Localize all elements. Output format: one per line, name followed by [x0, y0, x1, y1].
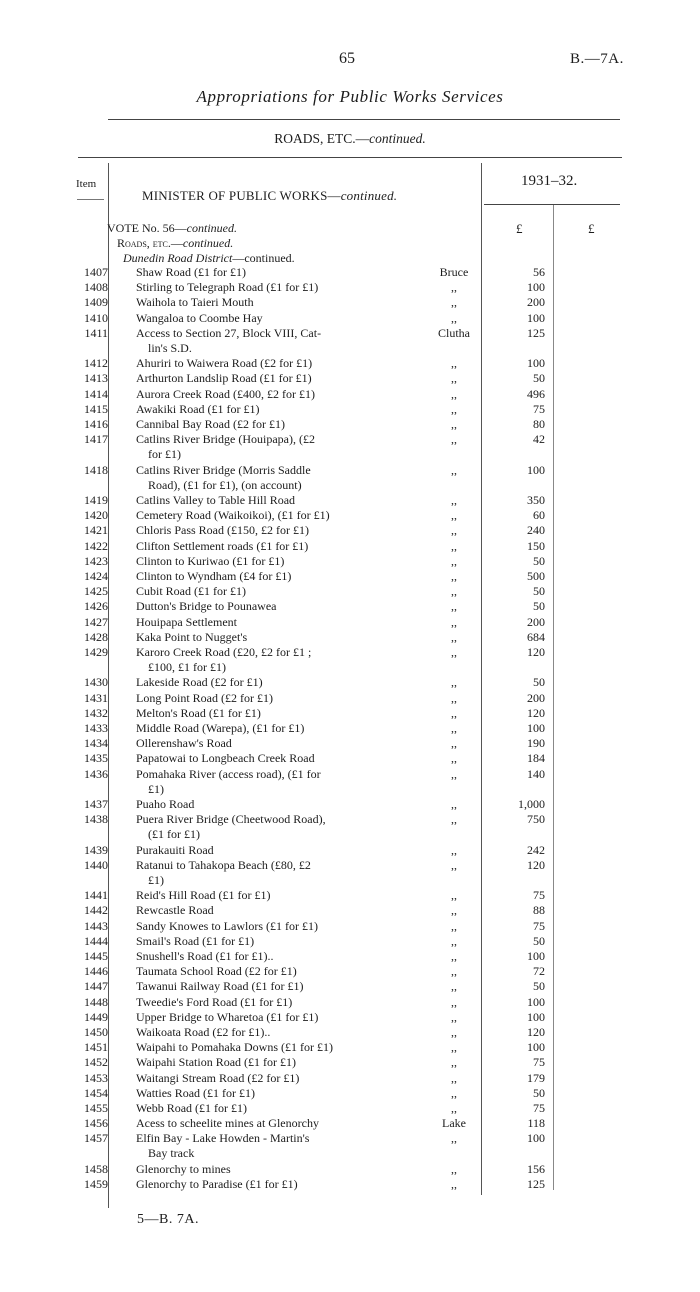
- amount-value: 496: [527, 386, 545, 401]
- amount-value: 42: [533, 432, 545, 447]
- district-name: ,,: [451, 614, 457, 629]
- description-line: Glenorchy to mines: [136, 1161, 231, 1176]
- item-description: [136, 858, 380, 888]
- amount-value: 100: [527, 310, 545, 325]
- item-number: 1456: [84, 1116, 108, 1131]
- amount-value: 120: [527, 857, 545, 872]
- amount-value: 100: [527, 994, 545, 1009]
- description-line: Shaw Road (£1 for £1): [136, 265, 246, 279]
- description-line: Smail's Road (£1 for £1): [136, 933, 255, 948]
- item-description: [136, 539, 380, 554]
- item-description: [136, 1010, 380, 1025]
- district-name: Clutha: [438, 325, 470, 340]
- district-roman: —continued.: [232, 251, 295, 265]
- description-line: Purakauiti Road: [136, 842, 214, 857]
- item-description: [136, 1131, 380, 1161]
- amount-value: 100: [527, 1009, 545, 1024]
- district-name: ,,: [451, 675, 457, 690]
- district-name: ,,: [451, 751, 457, 766]
- description-line: for £1): [148, 447, 181, 462]
- district-name: ,,: [451, 842, 457, 857]
- amount-value: 120: [527, 1025, 545, 1039]
- amount-value: 120: [527, 705, 545, 720]
- item-number: 1438: [84, 812, 108, 827]
- amount-value: 179: [527, 1070, 545, 1085]
- description-line: Ollerenshaw's Road: [136, 736, 232, 751]
- item-description: [136, 295, 380, 310]
- description-line: Cubit Road (£1 for £1): [136, 584, 246, 599]
- amount-value: 100: [527, 1131, 545, 1146]
- description-line: Taumata School Road (£2 for £1): [136, 964, 297, 979]
- amount-value: 100: [527, 462, 545, 477]
- item-description: [136, 371, 380, 386]
- description-line: Clinton to Kuriwao (£1 for £1): [136, 553, 285, 568]
- roads-roman: Roads, etc.—: [117, 236, 183, 250]
- item-description: [136, 508, 380, 523]
- amount-value: 200: [527, 690, 545, 705]
- item-number: 1458: [84, 1161, 108, 1176]
- district-name: ,,: [451, 1070, 457, 1085]
- description-line: Acess to scheelite mines at Glenorchy: [136, 1116, 319, 1131]
- item-description: [136, 311, 380, 326]
- item-number: 1408: [84, 280, 108, 295]
- description-line: Waihola to Taieri Mouth: [136, 295, 254, 310]
- item-number: 1440: [84, 857, 108, 872]
- amount-value: 100: [527, 1040, 545, 1055]
- amount-value: 50: [533, 553, 545, 568]
- subtitle-italic: continued.: [369, 131, 426, 146]
- description-line: (£1 for £1): [148, 827, 200, 842]
- item-number: 1441: [84, 888, 108, 903]
- district-name: ,,: [451, 508, 457, 523]
- district-name: ,,: [451, 797, 457, 811]
- amount-value: 80: [533, 417, 545, 431]
- district-name: ,,: [451, 1055, 457, 1070]
- item-number: 1457: [84, 1131, 108, 1146]
- item-description: [136, 767, 380, 797]
- amount-value: 100: [527, 356, 545, 371]
- amount-value: 240: [527, 523, 545, 538]
- description-line: Catlins Valley to Table Hill Road: [136, 493, 296, 507]
- description-line: Waipahi Station Road (£1 for £1): [136, 1055, 297, 1070]
- district-name: ,,: [451, 553, 457, 568]
- district-name: ,,: [451, 690, 457, 705]
- item-number: 1410: [84, 310, 108, 325]
- item-number: 1452: [84, 1055, 108, 1070]
- district-name: ,,: [451, 523, 457, 538]
- item-description: [136, 843, 380, 858]
- item-description: [136, 1055, 380, 1070]
- item-number: 1443: [84, 918, 108, 933]
- item-number: 1416: [84, 417, 108, 431]
- item-description: [136, 706, 380, 721]
- item-number: 1426: [84, 599, 108, 614]
- district-name: ,,: [451, 1025, 457, 1039]
- item-number: 1454: [84, 1085, 108, 1100]
- item-number: 1427: [84, 614, 108, 629]
- amount-value: 125: [527, 325, 545, 340]
- description-line: Middle Road (Warepa), (£1 for £1): [136, 721, 305, 735]
- amount-value: 50: [533, 675, 545, 690]
- item-description: [136, 1116, 380, 1131]
- item-description: [136, 919, 380, 934]
- ministry-roman: MINISTER OF PUBLIC WORKS—: [142, 188, 341, 203]
- description-line: Wangaloa to Coombe Hay: [136, 310, 263, 325]
- description-line: Sandy Knowes to Lawlors (£1 for £1): [136, 918, 318, 933]
- description-line: Kaka Point to Nugget's: [136, 629, 248, 644]
- district-name: ,,: [451, 1177, 457, 1191]
- page-title: Appropriations for Public Works Services: [196, 87, 504, 106]
- description-line: Catlins River Bridge (Morris Saddle: [136, 462, 311, 477]
- description-line: Cannibal Bay Road (£2 for £1): [136, 417, 285, 431]
- item-description: [136, 402, 380, 417]
- item-description: [136, 1025, 380, 1040]
- item-description: [136, 569, 380, 584]
- description-line: Road), (£1 for £1), (on account): [148, 477, 302, 492]
- district-name: ,,: [451, 888, 457, 903]
- item-number: 1419: [84, 493, 108, 507]
- item-description: [136, 964, 380, 979]
- district-name: ,,: [451, 599, 457, 614]
- district-name: ,,: [451, 417, 457, 431]
- description-line: Waikoata Road (£2 for £1)..: [136, 1025, 271, 1039]
- district-name: ,,: [451, 462, 457, 477]
- item-number: 1451: [84, 1040, 108, 1055]
- amount-value: 50: [533, 599, 545, 614]
- item-number: 1446: [84, 964, 108, 979]
- item-number: 1432: [84, 705, 108, 720]
- description-line: Puaho Road: [136, 797, 195, 811]
- district-name: ,,: [451, 584, 457, 599]
- pound-header-1: £: [516, 221, 523, 236]
- item-number: 1412: [84, 356, 108, 371]
- item-number: 1429: [84, 645, 108, 659]
- district-name: ,,: [451, 903, 457, 918]
- district-name: ,,: [451, 1161, 457, 1176]
- district-name: ,,: [451, 538, 457, 553]
- item-description: [136, 812, 380, 842]
- item-number: 1407: [84, 265, 108, 279]
- item-description: [136, 949, 380, 964]
- district-name: ,,: [451, 1131, 457, 1146]
- description-line: Rewcastle Road: [136, 903, 214, 918]
- description-line: Awakiki Road (£1 for £1): [136, 401, 260, 416]
- amount-value: 75: [533, 401, 545, 416]
- item-number: 1436: [84, 766, 108, 781]
- amount-value: 140: [527, 766, 545, 781]
- district-name: ,,: [451, 280, 457, 295]
- item-description: [136, 1071, 380, 1086]
- item-number: 1421: [84, 523, 108, 538]
- item-number: 1428: [84, 629, 108, 644]
- item-description: [136, 417, 380, 432]
- district-name: ,,: [451, 629, 457, 644]
- page-number: 65: [339, 50, 355, 67]
- description-line: Lakeside Road (£2 for £1): [136, 675, 263, 690]
- item-description: [136, 979, 380, 994]
- district-name: ,,: [451, 386, 457, 401]
- item-number: 1411: [84, 325, 108, 340]
- item-description: [136, 387, 380, 402]
- amount-value: 50: [533, 979, 545, 994]
- item-description: [136, 645, 380, 675]
- district-name: ,,: [451, 569, 457, 583]
- description-line: Bay track: [148, 1146, 195, 1161]
- item-number: 1434: [84, 736, 108, 751]
- item-description: [136, 675, 380, 690]
- description-line: Dutton's Bridge to Pounawea: [136, 599, 277, 614]
- district-name: ,,: [451, 432, 457, 447]
- item-number: 1444: [84, 933, 108, 948]
- description-line: Webb Road (£1 for £1): [136, 1101, 248, 1115]
- amount-value: 118: [527, 1116, 545, 1131]
- description-line: Clinton to Wyndham (£4 for £1): [136, 569, 292, 583]
- description-line: lin's S.D.: [148, 340, 192, 355]
- amount-value: 184: [527, 751, 545, 766]
- district-name: ,,: [451, 949, 457, 963]
- item-number: 1453: [84, 1070, 108, 1085]
- district-name: ,,: [451, 964, 457, 979]
- amount-value: 75: [533, 888, 545, 903]
- district-name: ,,: [451, 721, 457, 735]
- item-description: [136, 265, 380, 280]
- subtitle-roman: ROADS, ETC.—: [274, 131, 370, 146]
- amount-value: 500: [527, 569, 545, 583]
- item-number: 1433: [84, 721, 108, 735]
- description-line: Elfin Bay - Lake Howden - Martin's: [136, 1131, 310, 1146]
- item-number: 1422: [84, 538, 108, 553]
- district-italic: Dunedin Road District: [123, 251, 233, 265]
- district-name: ,,: [451, 1040, 457, 1055]
- district-name: ,,: [451, 933, 457, 948]
- amount-value: 200: [527, 614, 545, 629]
- description-line: Ratanui to Tahakopa Beach (£80, £2: [136, 857, 311, 872]
- item-description: [136, 934, 380, 949]
- item-number: 1420: [84, 508, 108, 523]
- amount-value: 120: [527, 645, 545, 659]
- district-name: ,,: [451, 401, 457, 416]
- item-number: 1442: [84, 903, 108, 918]
- description-line: Watties Road (£1 for £1): [136, 1085, 256, 1100]
- item-number: 1413: [84, 371, 108, 386]
- item-description: [136, 888, 380, 903]
- item-number: 1455: [84, 1101, 108, 1115]
- district-name: ,,: [451, 493, 457, 507]
- item-description: [136, 797, 380, 812]
- description-line: Cemetery Road (Waikoikoi), (£1 for £1): [136, 508, 330, 523]
- description-line: Ahuriri to Waiwera Road (£2 for £1): [136, 356, 313, 371]
- description-line: Tawanui Railway Road (£1 for £1): [136, 979, 304, 994]
- item-number: 1449: [84, 1009, 108, 1024]
- district-name: ,,: [451, 371, 457, 386]
- district-name: ,,: [451, 857, 457, 872]
- item-number: 1437: [84, 797, 108, 811]
- item-number: 1431: [84, 690, 108, 705]
- item-description: [136, 280, 380, 295]
- item-description: [136, 1040, 380, 1055]
- item-description: [136, 721, 380, 736]
- amount-value: 350: [527, 493, 545, 507]
- item-number: 1409: [84, 295, 108, 310]
- amount-value: 50: [533, 371, 545, 386]
- item-number: 1424: [84, 569, 108, 583]
- item-description: [136, 356, 380, 371]
- item-number: 1439: [84, 842, 108, 857]
- item-description: [136, 432, 380, 462]
- item-description: [136, 1162, 380, 1177]
- item-description: [136, 1177, 380, 1192]
- pound-header-2: £: [588, 221, 595, 236]
- item-number: 1459: [84, 1177, 108, 1191]
- item-number: 1423: [84, 553, 108, 568]
- amount-value: 125: [527, 1177, 545, 1191]
- description-line: Reid's Hill Road (£1 for £1): [136, 888, 271, 903]
- item-column-header: Item: [76, 178, 97, 190]
- year-header: 1931–32.: [521, 173, 578, 189]
- roads-italic: continued.: [182, 236, 234, 250]
- item-description: [136, 326, 380, 356]
- amount-value: 156: [527, 1161, 545, 1176]
- amount-value: 1,000: [518, 797, 545, 811]
- amount-value: 242: [527, 842, 545, 857]
- vote-italic: continued.: [186, 221, 237, 235]
- description-line: Clifton Settlement roads (£1 for £1): [136, 538, 309, 553]
- amount-value: 684: [527, 629, 545, 644]
- district-name: ,,: [451, 1085, 457, 1100]
- item-number: 1447: [84, 979, 108, 994]
- item-number: 1425: [84, 584, 108, 599]
- description-line: Arthurton Landslip Road (£1 for £1): [136, 371, 312, 386]
- item-description: [136, 599, 380, 614]
- amount-value: 50: [533, 584, 545, 599]
- description-line: Glenorchy to Paradise (£1 for £1): [136, 1177, 298, 1191]
- amount-value: 50: [533, 1085, 545, 1100]
- amount-value: 50: [533, 933, 545, 948]
- district-name: ,,: [451, 705, 457, 720]
- item-number: 1445: [84, 949, 108, 963]
- amount-value: 60: [533, 508, 545, 523]
- item-description: [136, 630, 380, 645]
- district-name: ,,: [451, 1009, 457, 1024]
- description-line: Papatowai to Longbeach Creek Road: [136, 751, 315, 766]
- description-line: Stirling to Telegraph Road (£1 for £1): [136, 280, 319, 295]
- vote-roman: VOTE No. 56—: [107, 221, 187, 235]
- item-description: [136, 463, 380, 493]
- description-line: Pomahaka River (access road), (£1 for: [136, 766, 321, 781]
- item-number: 1430: [84, 675, 108, 690]
- description-line: Aurora Creek Road (£400, £2 for £1): [136, 386, 315, 401]
- amount-value: 75: [533, 1055, 545, 1070]
- item-description: [136, 995, 380, 1010]
- amount-value: 750: [527, 812, 545, 827]
- district-name: ,,: [451, 918, 457, 933]
- document-reference: B.—7A.: [570, 51, 624, 67]
- district-name: ,,: [451, 1101, 457, 1115]
- item-description: [136, 736, 380, 751]
- description-line: Catlins River Bridge (Houipapa), (£2: [136, 432, 315, 447]
- page-footer-signature: 5—B. 7A.: [137, 1212, 199, 1227]
- item-description: [136, 1101, 380, 1116]
- description-line: Long Point Road (£2 for £1): [136, 690, 273, 705]
- district-name: ,,: [451, 736, 457, 751]
- district-name: ,,: [451, 295, 457, 310]
- amount-value: 88: [533, 903, 545, 918]
- item-description: [136, 691, 380, 706]
- item-description: [136, 554, 380, 569]
- amount-value: 100: [527, 949, 545, 963]
- item-description: [136, 493, 380, 508]
- item-number: 1414: [84, 386, 108, 401]
- district-name: ,,: [451, 356, 457, 371]
- description-line: Karoro Creek Road (£20, £2 for £1 ;: [136, 645, 312, 659]
- description-line: Houipapa Settlement: [136, 614, 237, 629]
- district-name: ,,: [451, 310, 457, 325]
- item-number: 1418: [84, 462, 108, 477]
- amount-value: 150: [527, 538, 545, 553]
- district-name: ,,: [451, 812, 457, 827]
- item-number: 1448: [84, 994, 108, 1009]
- description-line: Access to Section 27, Block VIII, Cat-: [136, 325, 322, 340]
- item-number: 1415: [84, 401, 108, 416]
- description-line: Chloris Pass Road (£150, £2 for £1): [136, 523, 309, 538]
- item-number: 1435: [84, 751, 108, 766]
- item-description: [136, 751, 380, 766]
- description-line: Melton's Road (£1 for £1): [136, 705, 261, 720]
- item-description: [136, 523, 380, 538]
- amount-value: 72: [533, 964, 545, 979]
- district-name: Bruce: [439, 265, 469, 279]
- item-number: 1417: [84, 432, 108, 447]
- amount-value: 75: [533, 1101, 545, 1115]
- amount-value: 56: [533, 265, 545, 279]
- description-line: Upper Bridge to Wharetoa (£1 for £1): [136, 1009, 319, 1024]
- description-line: Waitangi Stream Road (£2 for £1): [136, 1070, 300, 1085]
- item-description: [136, 584, 380, 599]
- description-line: £1): [148, 781, 164, 796]
- ministry-italic: continued.: [340, 188, 398, 203]
- amount-value: 75: [533, 918, 545, 933]
- item-description: [136, 903, 380, 918]
- description-line: £1): [148, 872, 164, 887]
- description-line: £100, £1 for £1): [148, 660, 226, 674]
- amount-value: 190: [527, 736, 545, 751]
- district-name: ,,: [451, 766, 457, 781]
- description-line: Snushell's Road (£1 for £1)..: [136, 949, 274, 963]
- item-number: 1450: [84, 1025, 108, 1039]
- amount-value: 100: [527, 280, 545, 295]
- district-name: Lake: [442, 1116, 466, 1131]
- description-line: Puera River Bridge (Cheetwood Road),: [136, 812, 326, 827]
- description-line: Tweedie's Ford Road (£1 for £1): [136, 994, 293, 1009]
- description-line: Waipahi to Pomahaka Downs (£1 for £1): [136, 1040, 333, 1055]
- district-name: ,,: [451, 645, 457, 659]
- amount-value: 200: [527, 295, 545, 310]
- district-name: ,,: [451, 994, 457, 1009]
- item-description: [136, 1086, 380, 1101]
- district-name: ,,: [451, 979, 457, 994]
- item-description: [136, 615, 380, 630]
- amount-value: 100: [527, 721, 545, 735]
